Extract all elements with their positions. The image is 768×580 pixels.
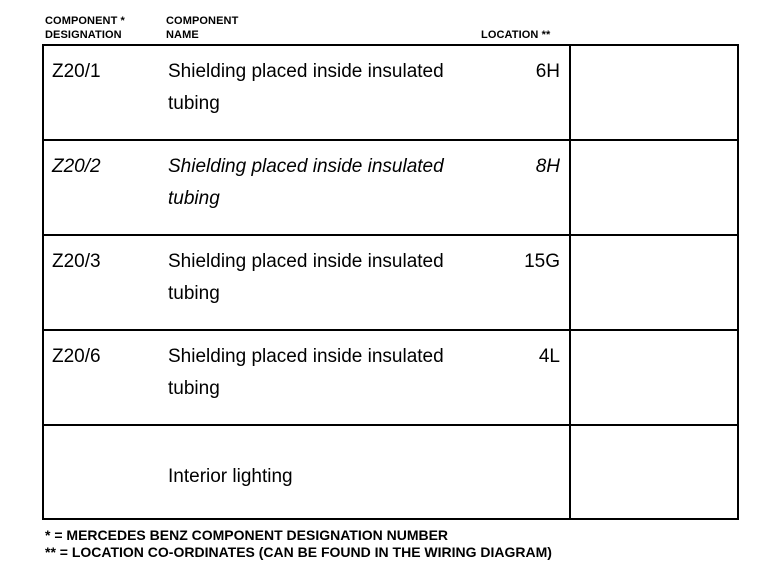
designation-cell: Z20/3 [52,251,101,272]
table-row [44,426,737,521]
footnote-designation: * = MERCEDES BENZ COMPONENT DESIGNATION NUMBER [45,527,449,543]
location-cell: 6H [535,61,560,82]
component-name-cell: Shielding placed inside insulated tubing [168,156,444,209]
header-component-name: COMPONENT NAME [166,15,239,41]
table-row [44,331,737,426]
component-name-cell: Shielding placed inside insulated tubing [168,346,444,399]
location-cell: 4L [538,346,560,367]
location-cell: 15G [524,251,560,272]
component-name-cell: Shielding placed inside insulated tubing [168,251,444,304]
designation-cell: Z20/6 [52,346,101,367]
designation-cell: Z20/1 [52,61,101,82]
table-row [44,236,737,331]
component-table [42,44,739,520]
component-name-cell: Shielding placed inside insulated tubing [168,61,444,114]
designation-cell: Z20/2 [52,156,101,177]
header-location: LOCATION ** [481,29,551,41]
footnote-location: ** = LOCATION CO-ORDINATES (CAN BE FOUND IN THE WIRING DIAGRAM) [45,544,552,560]
location-cell: 8H [535,156,560,177]
table-row [44,141,737,236]
component-name-cell: Interior lighting [168,466,293,487]
header-component-designation: COMPONENT * DESIGNATION [45,15,125,41]
table-row [44,46,737,141]
